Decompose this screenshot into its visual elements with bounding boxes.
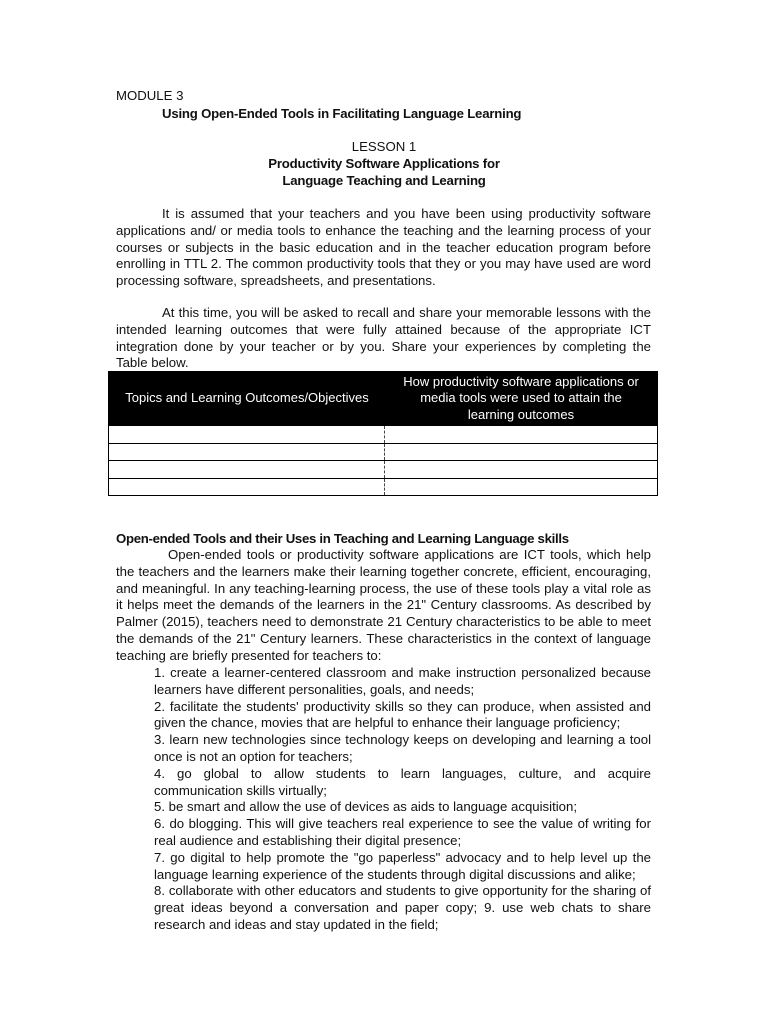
table-row [109, 478, 657, 496]
intro-paragraph-1-text: It is assumed that your teachers and you have been using productivity software applications and/ or media tools to enhance the teaching and the learning process of your courses or subjects in the basic education and in the teacher education program before enrolling in TTL 2. The common productivity tools that they or you may have used are word processing software, spreadsheets, and presentations. [116, 206, 651, 289]
lesson-title-line-2: Language Teaching and Learning [282, 173, 486, 188]
section-heading: Open-ended Tools and their Uses in Teaching and Learning Language skills [116, 531, 569, 546]
table-header-topics: Topics and Learning Outcomes/Objectives [125, 390, 369, 406]
table-cell-tools[interactable] [385, 479, 657, 496]
experience-table [108, 371, 658, 496]
list-item: 5. be smart and allow the use of devices as aids to language acquisition; [154, 799, 577, 815]
list-item: 2. facilitate the students' productivity skills so they can produce, when assisted and given the chance, movies that are helpful to enhance their language proficiency; [154, 698, 651, 731]
table-cell-topics[interactable] [109, 461, 385, 478]
table-cell-topics[interactable] [109, 426, 385, 443]
table-row [109, 443, 657, 461]
section-paragraph [116, 547, 651, 665]
table-row [109, 460, 657, 478]
table-header-row [109, 372, 657, 425]
list-item: 7. go digital to help promote the "go paperless" advocacy and to help level up the language learning experience of the students through digital discussions and alike; [154, 849, 651, 882]
module-label: MODULE 3 [116, 88, 184, 103]
characteristics-list [154, 665, 651, 934]
table-row [109, 425, 657, 443]
intro-paragraph-1 [116, 206, 651, 290]
list-item: 3. learn new technologies since technology keeps on developing and learning a tool once is not an option for teachers; [154, 732, 651, 764]
table-cell-topics[interactable] [109, 479, 385, 496]
list-item: 6. do blogging. This will give teachers real experience to see the value of writing for real audience and establishing their digital presence; [154, 816, 651, 848]
lesson-label-text: LESSON 1 [351, 139, 417, 154]
list-item: 8. collaborate with other educators and students to give opportunity for the sharing of great ideas beyond a conversation and paper copy; 9. use web chats to share research and ideas and stay updated in the field; [154, 883, 651, 932]
table-cell-tools[interactable] [385, 461, 657, 478]
intro-paragraph-2 [116, 305, 651, 372]
lesson-title-line-1: Productivity Software Applications for [268, 156, 500, 171]
list-item: 1. create a learner-centered classroom and make instruction personalized because learners have different personalities, goals, and needs; [154, 665, 651, 697]
list-item: 4. go global to allow students to learn languages, culture, and acquire communication skills virtually; [154, 765, 651, 798]
table-cell-tools[interactable] [385, 444, 657, 461]
lesson-label [0, 139, 768, 155]
table-cell-topics[interactable] [109, 444, 385, 461]
module-title: Using Open-Ended Tools in Facilitating Language Learning [162, 106, 522, 121]
section-paragraph-text: Open-ended tools or productivity software applications are ICT tools, which help the teachers and the learners make their learning together concrete, efficient, encouraging, and meaningful. In any teaching-learning process, the use of these tools play a vital role as it helps meet the demands of the learners in the 21" Century classrooms. As described by Palmer (2015), teachers need to demonstrate 21 Century characteristics to be able to meet the demands of the 21" Century learners. These characteristics in the context of language teaching are briefly presented for teachers to: [116, 547, 651, 663]
intro-paragraph-2-text: At this time, you will be asked to recall and share your memorable lessons with the intended learning outcomes that were fully attained because of the appropriate ICT integration done by your teacher or by you. Share your experiences by completing the Table below. [116, 305, 651, 371]
table-header-tools: How productivity software applications or media tools were used to attain the learning outcomes [403, 373, 639, 422]
table-cell-tools[interactable] [385, 426, 657, 443]
